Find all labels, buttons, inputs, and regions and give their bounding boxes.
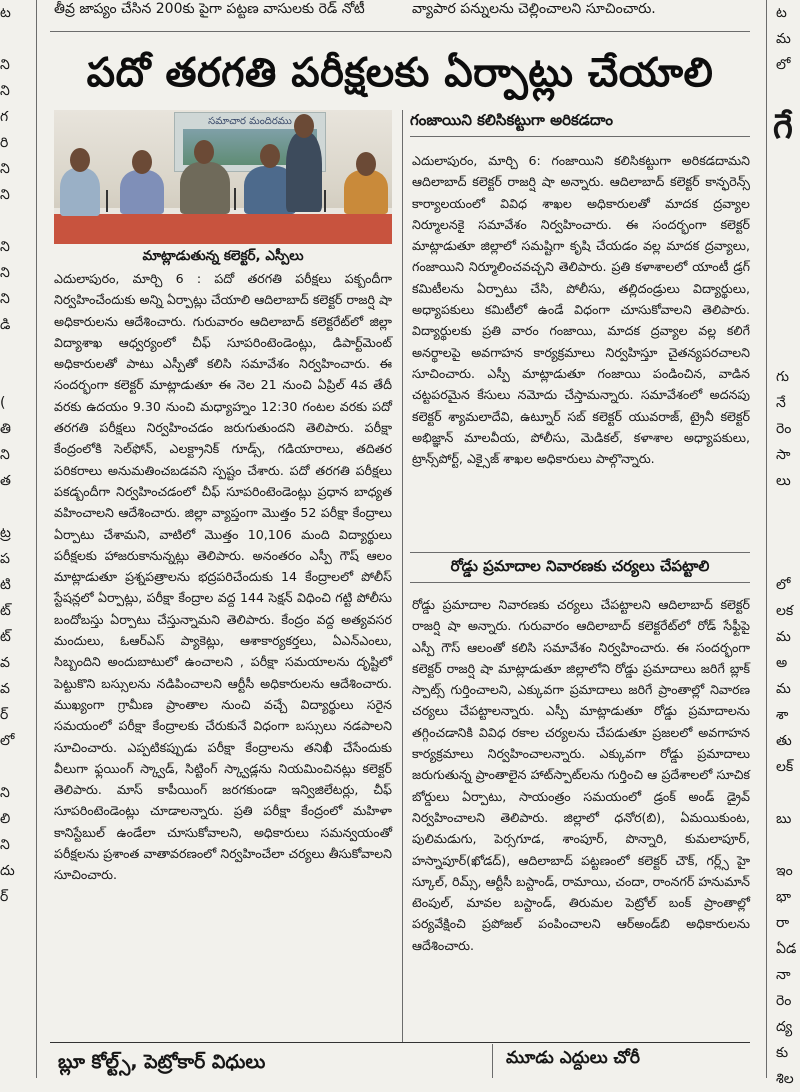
edge-fragment: ఇం	[776, 863, 793, 879]
edge-fragment	[0, 208, 14, 234]
right-column-divider	[766, 0, 767, 1078]
person-2-head	[132, 150, 152, 174]
edge-fragment: తి	[0, 421, 11, 437]
bottom-right-headline: మూడు ఎద్దులు చోరీ	[506, 1048, 640, 1068]
edge-fragment: ని	[0, 265, 10, 281]
edge-fragment: త	[0, 473, 11, 489]
photo-banner-text: సమాచార మందిరము	[208, 116, 292, 127]
edge-fragment: నా	[776, 967, 791, 983]
person-3-head	[194, 140, 214, 164]
edge-fragment: లో	[0, 733, 15, 749]
edge-fragment	[776, 286, 800, 312]
edge-fragment	[776, 78, 800, 104]
person-6	[344, 170, 388, 214]
edge-fragment: లో	[776, 57, 791, 73]
edge-fragment: ని	[0, 785, 10, 801]
bottom-left-headline: బ్లూ కోల్ట్స్, పెట్రోకార్ విధులు	[58, 1051, 266, 1073]
edge-fragment: రెం	[776, 421, 792, 437]
road-body	[412, 594, 750, 1040]
edge-fragment: ర్	[0, 707, 9, 723]
edge-fragment: లో	[776, 577, 791, 593]
right-edge-headline: గే	[773, 107, 793, 147]
edge-fragment: ని	[0, 837, 10, 853]
edge-fragment	[776, 546, 800, 572]
left-column-divider	[36, 0, 37, 1078]
edge-fragment: ని	[0, 161, 10, 177]
edge-fragment	[0, 494, 14, 520]
edge-fragment	[0, 338, 14, 364]
person-5-head	[294, 114, 314, 138]
edge-fragment: లి	[0, 811, 11, 827]
edge-fragment: రా	[776, 915, 790, 931]
edge-fragment: ట్ర	[0, 525, 11, 541]
edge-fragment: శిల	[776, 1071, 794, 1087]
edge-fragment: శా	[776, 707, 789, 723]
right-edge-fragments	[776, 0, 800, 1092]
edge-fragment: వ	[0, 655, 10, 671]
edge-fragment: ని	[0, 291, 10, 307]
edge-fragment: టి	[0, 577, 11, 593]
microphone	[234, 188, 236, 210]
photo-table	[54, 214, 392, 244]
article-left-paragraph: ఎదులాపురం, మార్చి 6 : పదో తరగతి పరీక్షలు పక్బందీగా నిర్వహించేందుకు అన్ని ఏర్పాట్లు చేయాలి ఆదిలాబాద్ కలెక్టర్ రాజర్షి షా అధికారులను ఆదేశించారు. గురువారం ఆదిలాబాద్ కలెక్టరేట్‌లో జిల్లా విద్యాశాఖ ఆధ్వర్యంలో చీఫ్ సూపరింటెండెంట్లు, డిపార్ట్‌మెంట్ అధికారులతో పాటు ఎస్పీతో కలిసి సమావేశం నిర్వహించారు. ఈ సందర్భంగా కలెక్టర్ మాట్లాడుతూ ఈ నెల 21 నుంచి ఏప్రిల్ 4వ తేదీ వరకు ఉదయం 9.30 నుంచి మధ్యాహ్నం 12:30 గంటల వరకు పదో తరగతి పరీక్షలు నిర్వహించడం జరుగుతుందని తెలిపారు. పరీక్షా కేంద్రంలోకి సెల్‌ఫోన్, ఎలక్ట్రానిక్ గూడ్స్, గడియారాలు, తదితర పరికరాలు అనుమతించబడవని స్పష్టం చేశారు. పదో తరగతి పరీక్షలు పకడ్బందీగా నిర్వహించడంలో చీఫ్ సూపరింటెండెంట్లు ప్రధాన బాధ్యత వహించాలని ఆదేశించారు. జిల్లా వ్యాప్తంగా మొత్తం 52 పరీక్షా కేంద్రాలు ఏర్పాటు చేశామని, వాటిలో మొత్తం 10,106 మంది విద్యార్థులు పరీక్షలకు హాజరుకానున్నట్లు తెలిపారు. అనంతరం ఎస్పీ గౌష్ ఆలం మాట్లాడుతూ ప్రశ్నపత్రాలను భద్రపరిచేందుకు 14 కేంద్రాలలో పోలీస్ స్టేషన్లలో ఏర్పాట్లు, పరీక్షా కేంద్రాల వద్ద 144 సెక్షన్ విధించి గట్టి పోలీసు బందోబస్తు ఏర్పాటు చేస్తున్నామని తెలిపారు. కేంద్రం వద్ద అత్యవసర మందులు, ఓఆర్‌ఎస్ ప్యాకెట్లు, ఆశాకార్యకర్తలు, ఏఎన్ఎంలు, సిబ్బందిని అందుబాటులో ఉంచాలని , పరీక్షా సమయాలను దృష్టిలో పెట్టుకొని బస్సులను నడిపించాలని ఆర్టీసీ అధికారులను ఆదేశించారు. ముఖ్యంగా గ్రామీణ ప్రాంతాల నుంచి వచ్చే విద్యార్థులు సరైన సమయంలో పరీక్షా కేంద్రాలకు చేరుకునే విధంగా బస్సులు నడపాలని సూచించారు. ఎప్పటికప్పుడు పరీక్షా కేంద్రాలను తనిఖీ చేసేందుకు వీలుగా ఫ్లయింగ్ స్క్వాడ్, సిట్టింగ్ స్క్వాడ్లను నియమించినట్లు కలెక్టర్ తెలిపారు. మాస్ కాపీయింగ్ జరగకుండా ఇన్విజిలేటర్లు, చీఫ్ సూపరింటెండెంట్లు చూడాలన్నారు. ప్రతి పరీక్షా కేంద్రంలో మహిళా కానిస్టేబుల్ ఉండేలా చూసుకోవాలని, అధికారులు సమన్వయంతో పరీక్షలను ప్రశాంత వాతావరణంలో నిర్వహించేలా చర్యలు తీసుకోవాలని సూచించారు.	[54, 271, 392, 883]
edge-fragment: ఏడ	[776, 941, 797, 957]
edge-fragment: ని	[0, 57, 10, 73]
edge-fragment: ని	[0, 239, 10, 255]
edge-fragment: ని	[0, 447, 10, 463]
center-column-divider	[402, 110, 403, 1042]
edge-fragment: నే	[776, 395, 786, 411]
edge-fragment: అ	[776, 655, 788, 671]
microphone	[324, 190, 326, 212]
bottom-divider	[492, 1044, 493, 1078]
edge-fragment: లక	[776, 603, 794, 619]
microphone	[106, 190, 108, 212]
person-6-head	[356, 152, 376, 176]
edge-fragment: ని	[0, 83, 10, 99]
person-5	[286, 132, 322, 212]
edge-fragment	[776, 780, 800, 806]
edge-fragment: మ	[776, 681, 791, 697]
edge-fragment: మ	[776, 31, 791, 47]
ganja-paragraph: ఎదులాపురం, మార్చి 6: గంజాయిని కలిసికట్టుగా అరికడదామని ఆదిలాబాద్ కలెక్టర్ రాజర్షి షా అన్నారు. ఆదిలాబాద్ కలెక్టర్ కాన్ఫరెన్స్ కార్యాలయంలో వివిధ శాఖల అధికారులతో మాదక ద్రవ్యాల నిర్మూలనకై సమావేశం నిర్వహించారు. ఈ సందర్భంగా కలెక్టర్ మాట్లాడుతూ జిల్లాలో సమష్టిగా కృషి చేయడం వల్ల మాదక ద్రవ్యాలు, గంజాయిని నిర్మూలించవచ్చని తెలిపారు. ప్రతి కళాశాలలో యాంటీ డ్రగ్ కమిటీలను ఏర్పాటు చేసి, పోలీసు, తల్లిదండ్రులు విద్యార్థులు, అధ్యాపకులు కమిటీలో ఉండే విధంగా చూసుకోవాలని తెలిపారు. విద్యార్థులకు ప్రతి వారం గంజాయి, మాదక ద్రవ్యాల వల్ల కలిగే అనర్థాలపై అవగాహన కార్యక్రమాలు నిర్వహిస్తూ చైతన్యపరచాలని సూచించారు. ఎస్పీ మాట్లాడుతూ గంజాయి పండించిన, వాడిన చట్టపరమైన కేసులు నమోదు చేస్తామన్నారు. సమావేశంలో అదనపు కలెక్టర్ శ్యామలాదేవి, ఉట్నూర్ సబ్ కలెక్టర్ యువరాజ్, ట్రైనీ కలెక్టర్ అభిజ్ఞాన్ మాలవీయ, పోలీసు, మెడికల్, కళాశాల అధ్యాపకులు, ట్రాన్స్‌పోర్ట్, ఎక్సైజ్ శాఖల అధికారులు పాల్గొన్నారు.	[412, 153, 750, 467]
edge-fragment: బు	[776, 811, 792, 827]
road-paragraph: రోడ్డు ప్రమాదాల నివారణకు చర్యలు చేపట్టాలని ఆదిలాబాద్ కలెక్టర్ రాజర్షి షా అన్నారు. గురువారం ఆదిలాబాద్ కలెక్టరేట్‌లో రోడ్ సేఫ్టీపై ఎస్పీ గౌస్ ఆలంతో కలిసి సమావేశం నిర్వహించారు. ఈ సందర్భంగా కలెక్టర్ రాజర్షి షా మాట్లాడుతూ జిల్లాలోని రోడ్డు ప్రమాదాలు జరిగే బ్లాక్ స్పాట్స్ గుర్తించాలని, ఎక్కువగా ప్రమాదాలు జరిగే ప్రాంతాల్లో నివారణ చర్యలు చేపట్టాలన్నారు. ఎస్పీ మాట్లాడుతూ రోడ్డు ప్రమాదాలను తగ్గించడానికి వివిధ రకాల చర్యలను చేపడుతూ ప్రజలలో అవగాహన కార్యక్రమాలు నిర్వహించాలన్నారు. ఎక్కువగా రోడ్డు ప్రమాదాలు జరుగుతున్న ప్రాంతాలైన హాట్‌స్పాట్‌లను గుర్తించి ఆ ప్రదేశాలలో సూచిక బోర్డులు ఏర్పాటు, సాయంత్రం సమయంలో డ్రంక్ అండ్ డ్రైవ్ నిర్వహించాలని తెలిపారు. జిల్లాలో ధనోర(బి), ఏమయికుంట, పులిమడుగు, పెర్సగూడ, శాంపూర్, పొన్నారి, కుమలాపూర్, హస్నాపూర్(ఖోడద్), ఆదిలాబాద్ పట్టణంలో కలెక్టర్ చౌక్, గర్ల్స్ హై స్కూల్, రిమ్స్, ఆర్టీసీ బస్టాండ్, రామాయి, చందా, రాంనగర్ హనుమాన్ టెంపుల్, మావల బస్టాండ్, తిరుమల పెట్రోల్ బంక్ ప్రాంతాల్లో పర్యవేక్షించి ప్రపోజల్ పంపించాలని ఆర్‌అండ్‌బి అధికారులను ఆదేశించారు.	[412, 597, 750, 953]
top-left-fragment: తీవ్ర జాప్యం చేసిన 200కు పైగా పట్టణ వాసులకు రెడ్ నోటీ	[54, 1, 365, 17]
road-headline-rule-bottom	[410, 582, 750, 583]
edge-fragment	[776, 260, 800, 286]
person-4-head	[260, 144, 280, 168]
edge-fragment: వ	[0, 681, 10, 697]
edge-fragment: గ	[0, 109, 9, 125]
left-edge-column	[0, 0, 14, 1078]
top-rule	[50, 31, 750, 32]
edge-fragment: ట	[776, 5, 787, 21]
edge-fragment: ర్	[0, 889, 9, 905]
edge-fragment: ట	[0, 5, 11, 21]
edge-fragment: ప	[0, 551, 10, 567]
edge-fragment	[776, 156, 800, 182]
edge-fragment: ని	[0, 187, 10, 203]
edge-fragment: రెం	[776, 993, 792, 1009]
edge-fragment: డి	[0, 317, 11, 333]
edge-fragment: ట్	[0, 603, 11, 619]
edge-fragment: కు	[776, 1045, 789, 1061]
edge-fragment: ట్	[0, 629, 11, 645]
edge-fragment: సా	[776, 447, 791, 463]
edge-fragment	[776, 182, 800, 208]
edge-fragment	[776, 208, 800, 234]
right-edge-column	[776, 0, 800, 1087]
edge-fragment: భా	[776, 889, 792, 905]
edge-fragment	[0, 26, 14, 52]
ganja-body	[412, 150, 750, 550]
road-headline: రోడ్డు ప్రమాదాల నివారణకు చర్యలు చేపట్టాలి	[450, 557, 710, 575]
person-1-head	[70, 148, 90, 172]
edge-fragment: దు	[0, 863, 15, 879]
edge-fragment	[0, 364, 14, 390]
person-3	[180, 162, 230, 214]
photo-caption: మాట్లాడుతున్న కలెక్టర్, ఎస్పీలు	[142, 248, 304, 264]
edge-fragment	[776, 520, 800, 546]
edge-fragment	[776, 234, 800, 260]
edge-fragment: లు	[776, 473, 791, 489]
article-left-body	[54, 268, 392, 1040]
edge-fragment: రి	[0, 135, 9, 151]
edge-fragment	[776, 338, 800, 364]
edge-fragment	[0, 754, 14, 780]
meeting-photo	[54, 110, 392, 244]
person-2	[120, 170, 164, 214]
person-1	[60, 168, 100, 216]
edge-fragment	[776, 832, 800, 858]
edge-fragment: లక్	[776, 759, 794, 775]
left-edge-fragments	[0, 0, 14, 910]
top-right-fragment: వ్యాపార పన్నులను చెల్లించాలని సూచించారు.	[412, 1, 656, 17]
ganja-headline: గంజాయిని కలిసికట్టుగా అరికడదాం	[410, 111, 613, 129]
edge-fragment	[776, 312, 800, 338]
edge-fragment: గు	[776, 369, 790, 385]
ganja-headline-rule	[410, 136, 750, 137]
edge-fragment: మ	[776, 629, 791, 645]
edge-fragment: ద్య	[776, 1019, 793, 1035]
edge-fragment: తు	[776, 733, 792, 749]
edge-fragment	[776, 494, 800, 520]
main-headline: పదో తరగతి పరీక్షలకు ఏర్పాట్లు చేయాలి	[86, 50, 714, 96]
bottom-rule	[50, 1042, 750, 1043]
edge-fragment: (	[0, 395, 6, 411]
